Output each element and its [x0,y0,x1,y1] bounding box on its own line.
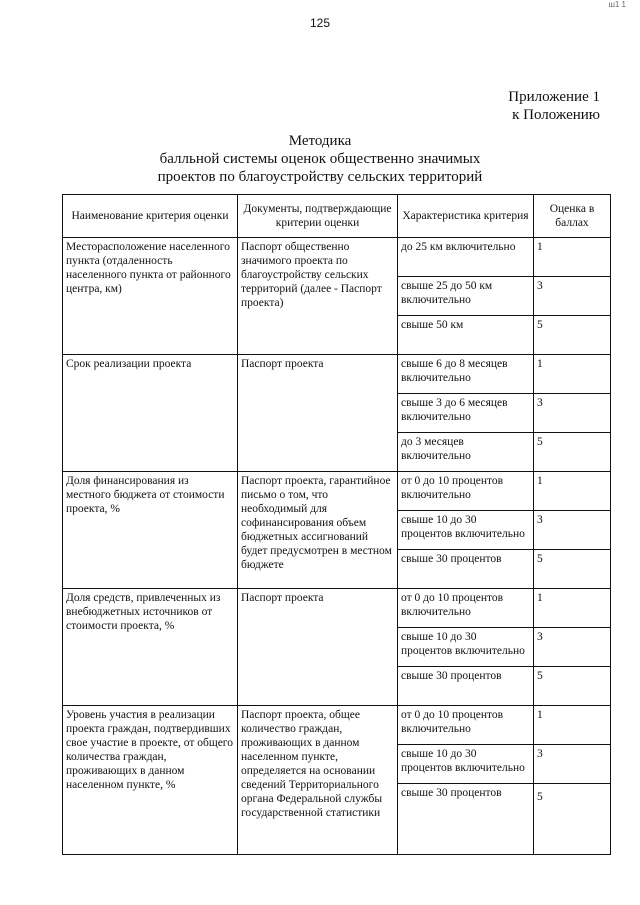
criterion-local-budget-share: Доля финансирования из местного бюджета от стоимости проекта, % [63,472,238,589]
score-cell: 3 [534,628,611,667]
criterion-extrabudgetary-share: Доля средств, привлеченных из внебюджетных источников от стоимости проекта, % [63,589,238,706]
appendix-line-2: к Положению [512,107,600,123]
table-header-row [63,195,611,238]
characteristic-cell: от 0 до 10 процентов включительно [398,589,534,628]
score-cell: 1 [534,238,611,277]
appendix-reference [508,88,600,124]
score-cell: 1 [534,706,611,745]
document-citizen-participation: Паспорт проекта, общее количество граждан, проживающих в данном населенном пункте, определяется на основании сведений Территориального органа Федеральной службы государственной статистики [238,706,398,855]
document-duration: Паспорт проекта [238,355,398,472]
title-line-1: Методика [288,133,352,149]
characteristic-cell: свыше 10 до 30 процентов включительно [398,745,534,784]
header-criterion-name: Наименование критерия оценки [63,195,238,238]
characteristic-cell: свыше 25 до 50 км включительно [398,277,534,316]
criterion-citizen-participation: Уровень участия в реализации проекта граждан, подтвердивших свое участие в проекте, от общего количества граждан, проживающих в данном населенном пункте, % [63,706,238,855]
header-score: Оценка в баллах [534,195,611,238]
criterion-location: Месторасположение населенного пункта (отдаленность населенного пункта от районного центра, км) [63,238,238,355]
characteristic-cell: до 25 км включительно [398,238,534,277]
table-row [63,589,611,628]
characteristic-cell: свыше 30 процентов [398,784,534,855]
score-cell: 1 [534,355,611,394]
document-local-budget-share: Паспорт проекта, гарантийное письмо о том, что необходимый для софинансирования объем бюджетных ассигнований будет предусмотрен в местном бюджете [238,472,398,589]
characteristic-cell: свыше 30 процентов [398,550,534,589]
score-cell: 3 [534,277,611,316]
characteristic-cell: от 0 до 10 процентов включительно [398,472,534,511]
document-extrabudgetary-share: Паспорт проекта [238,589,398,706]
characteristic-cell: свыше 6 до 8 месяцев включительно [398,355,534,394]
score-cell: 5 [534,550,611,589]
characteristic-cell: свыше 10 до 30 процентов включительно [398,511,534,550]
score-cell: 3 [534,511,611,550]
characteristic-cell: от 0 до 10 процентов включительно [398,706,534,745]
appendix-line-1: Приложение 1 [508,89,600,105]
table-row [63,706,611,745]
score-cell: 5 [534,433,611,472]
score-cell: 5 [534,784,611,855]
document-title [0,132,640,186]
corner-mark: ш1 1 [608,0,626,9]
table-row [63,355,611,394]
score-cell: 1 [534,472,611,511]
characteristic-cell: свыше 10 до 30 процентов включительно [398,628,534,667]
score-cell: 5 [534,316,611,355]
page-number: 125 [309,16,331,30]
score-cell: 5 [534,667,611,706]
title-line-2: балльной системы оценок общественно значимых [159,151,481,167]
score-cell: 1 [534,589,611,628]
table-row [63,472,611,511]
table-row [63,238,611,277]
document-location: Паспорт общественно значимого проекта по благоустройству сельских территорий (далее - Паспорт проекта) [238,238,398,355]
score-cell: 3 [534,745,611,784]
characteristic-cell: свыше 30 процентов [398,667,534,706]
header-documents: Документы, подтверждающие критерии оценки [238,195,398,238]
score-cell: 3 [534,394,611,433]
criterion-duration: Срок реализации проекта [63,355,238,472]
characteristic-cell: до 3 месяцев включительно [398,433,534,472]
characteristic-cell: свыше 50 км [398,316,534,355]
characteristic-cell: свыше 3 до 6 месяцев включительно [398,394,534,433]
header-characteristic: Характеристика критерия [398,195,534,238]
title-line-3: проектов по благоустройству сельских территорий [157,169,483,185]
criteria-table [62,194,611,855]
